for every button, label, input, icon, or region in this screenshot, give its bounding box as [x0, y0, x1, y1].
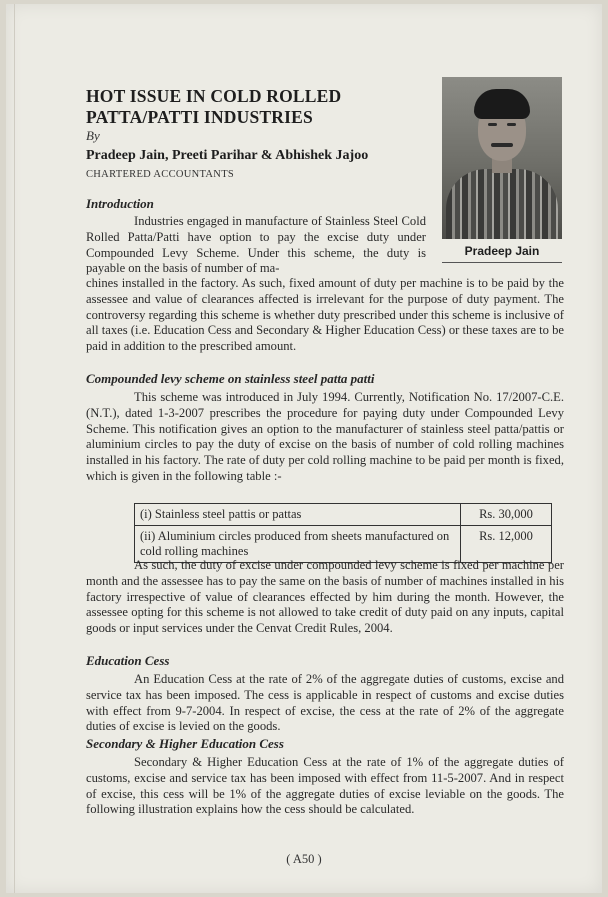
- table-cell-amount: Rs. 30,000: [461, 504, 552, 526]
- binding-shadow: [14, 4, 15, 893]
- photo-caption: Pradeep Jain: [464, 244, 540, 258]
- compounded-paragraph-2: As such, the duty of excise under compounded levy scheme is fixed per machine per month and the assessee has to pay the same on the basis of number of machines installed in his factory irrespective of value of clearances effected by him during the month. However, the assessee opting for this scheme is not allowed to take credit of duty paid on any inputs, capital goods or input services under the Cenvat Credit Rules, 2004.: [86, 558, 564, 636]
- by-line: By: [86, 128, 100, 143]
- article-title: HOT ISSUE IN COLD ROLLED PATTA/PATTI INDUSTRIES: [86, 86, 342, 127]
- affiliation: CHARTERED ACCOUNTANTS: [86, 169, 235, 180]
- document-page: [6, 4, 602, 893]
- caption-divider: [442, 262, 562, 263]
- author-portrait-icon: [442, 77, 562, 239]
- duty-rate-table: [134, 503, 552, 563]
- heading-secondary-cess: Secondary & Higher Education Cess: [86, 736, 284, 751]
- table-cell-item: (i) Stainless steel pattis or pattas: [135, 504, 461, 526]
- table-cell-item: (ii) Aluminium circles produced from sheets manufactured on cold rolling machines: [135, 526, 461, 563]
- heading-introduction: Introduction: [86, 196, 154, 211]
- table-cell-amount: Rs. 12,000: [461, 526, 552, 563]
- table-row: [135, 526, 552, 563]
- education-cess-paragraph: An Education Cess at the rate of 2% of the aggregate duties of customs, excise and service tax has been imposed. The cess is applicable in respect of customs and excise duties with effect from 9-7-2004. In respect of excise, the cess at the rate of 2% of the aggregate duties of excise is levied on the goods.: [86, 672, 564, 734]
- heading-education-cess: Education Cess: [86, 653, 170, 668]
- table-row: [135, 504, 552, 526]
- compounded-paragraph-1: This scheme was introduced in July 1994. Currently, Notification No. 17/2007-C.E. (N.T.), dated 1-3-2007 prescribes the procedure for paying duty under Compounded Levy Scheme. This notification gives an option to the manufacturer of stainless steel patta/pattis or aluminium circles to pay the duty of excise on the basis of number of cold rolling machines installed in his factory. The rate of duty per cold rolling machine to be paid per month is fixed, which is given in the following table :-: [86, 390, 564, 483]
- page-number: ( A50 ): [286, 852, 322, 866]
- authors: Pradeep Jain, Preeti Parihar & Abhishek Jajoo: [86, 148, 369, 163]
- secondary-cess-paragraph: Secondary & Higher Education Cess at the rate of 1% of the aggregate duties of customs, excise and service tax has been imposed with effect from 11-5-2007. And in respect of excise, this cess will be 1% of the aggregate duties of excise leviable on the goods. The following illustration explains how the cess should be calculated.: [86, 755, 564, 817]
- heading-compounded-levy: Compounded levy scheme on stainless steel patta patti: [86, 371, 375, 386]
- intro-paragraph-narrow: Industries engaged in manufacture of Stainless Steel Cold Rolled Patta/Patti have option to pay the excise duty under Compounded Levy Scheme. Under this scheme, the duty is payable on the basis of number of ma-: [86, 214, 426, 276]
- intro-paragraph: chines installed in the factory. As such, fixed amount of duty per machine is to be paid by the assessee and value of clearances affected is irrelevant for the purpose of duty payment. The controversy regarding this scheme is whether duty prescribed under this scheme is inclusive of all taxes (i.e. Education Cess and Secondary & Higher Education Cess) or these taxes are to be paid in addition to the prescribed amount.: [86, 276, 564, 354]
